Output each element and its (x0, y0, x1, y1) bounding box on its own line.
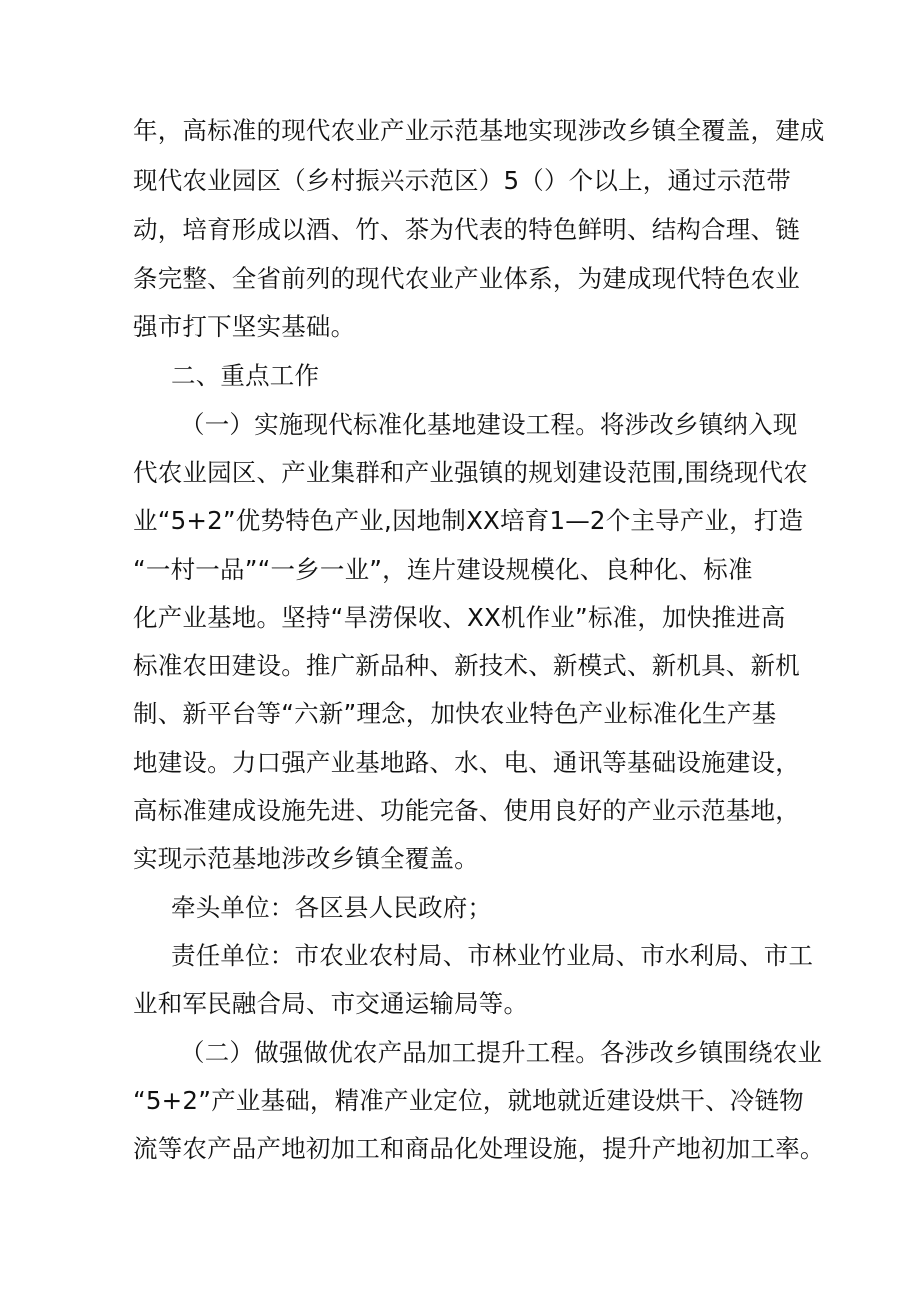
text-line-9: 业“5+2”优势特色产业,因地制XX培育1—2个主导产业，打造 (133, 506, 804, 535)
text-line-1: 年，高标准的现代农业产业示范基地实现涉改乡镇全覆盖，建成 (133, 116, 825, 145)
text-line-3: 动，培育形成以酒、竹、茶为代表的特色鲜明、结构合理、链 (133, 215, 800, 244)
subsection-heading-1: （一）实施现代标准化基地建设工程。将涉改乡镇纳入现 (180, 410, 798, 439)
text-line-22: 流等农产品产地初加工和商品化处理设施，提升产地初加工率。 (133, 1134, 825, 1163)
section-heading: 二、重点工作 (171, 361, 320, 390)
text-line-12: 标准农田建设。推广新品种、新技术、新模式、新机具、新机 (133, 651, 800, 680)
text-line-5: 强市打下坚实基础。 (133, 312, 356, 341)
text-line-21: “5+2”产业基础，精准产业定位，就地就近建设烘干、冷链物 (133, 1086, 804, 1115)
text-line-4: 条完整、全省前列的现代农业产业体系，为建成现代特色农业 (133, 264, 800, 293)
text-line-16: 实现示范基地涉改乡镇全覆盖。 (133, 844, 479, 873)
text-line-10: “一村一品”“一乡一业”，连片建设规模化、良种化、标准 (133, 555, 753, 584)
text-line-14: 地建设。力口强产业基地路、水、电、通讯等基础设施建设， (133, 748, 800, 777)
text-line-11: 化产业基地。坚持“旱涝保收、XX机作业”标准，加快推进高 (133, 603, 786, 632)
text-line-15: 高标准建成设施先进、功能完备、使用良好的产业示范基地， (133, 796, 800, 825)
text-line-13: 制、新平台等“六新”理念，加快农业特色产业标准化生产基 (133, 699, 777, 728)
text-line-8: 代农业园区、产业集群和产业强镇的规划建设范围,围绕现代农 (133, 458, 808, 487)
text-line-2: 现代农业园区（乡村振兴示范区）5（）个以上，通过示范带 (133, 166, 791, 195)
responsible-unit-line: 责任单位：市农业农村局、市林业竹业局、市水利局、市工 (171, 941, 814, 970)
lead-unit-line: 牵头单位：各区县人民政府； (171, 893, 493, 922)
subsection-heading-2: （二）做强做优农产品加工提升工程。各涉改乡镇围绕农业 (180, 1038, 823, 1067)
text-line-19: 业和军民融合局、市交通运输局等。 (133, 989, 529, 1018)
